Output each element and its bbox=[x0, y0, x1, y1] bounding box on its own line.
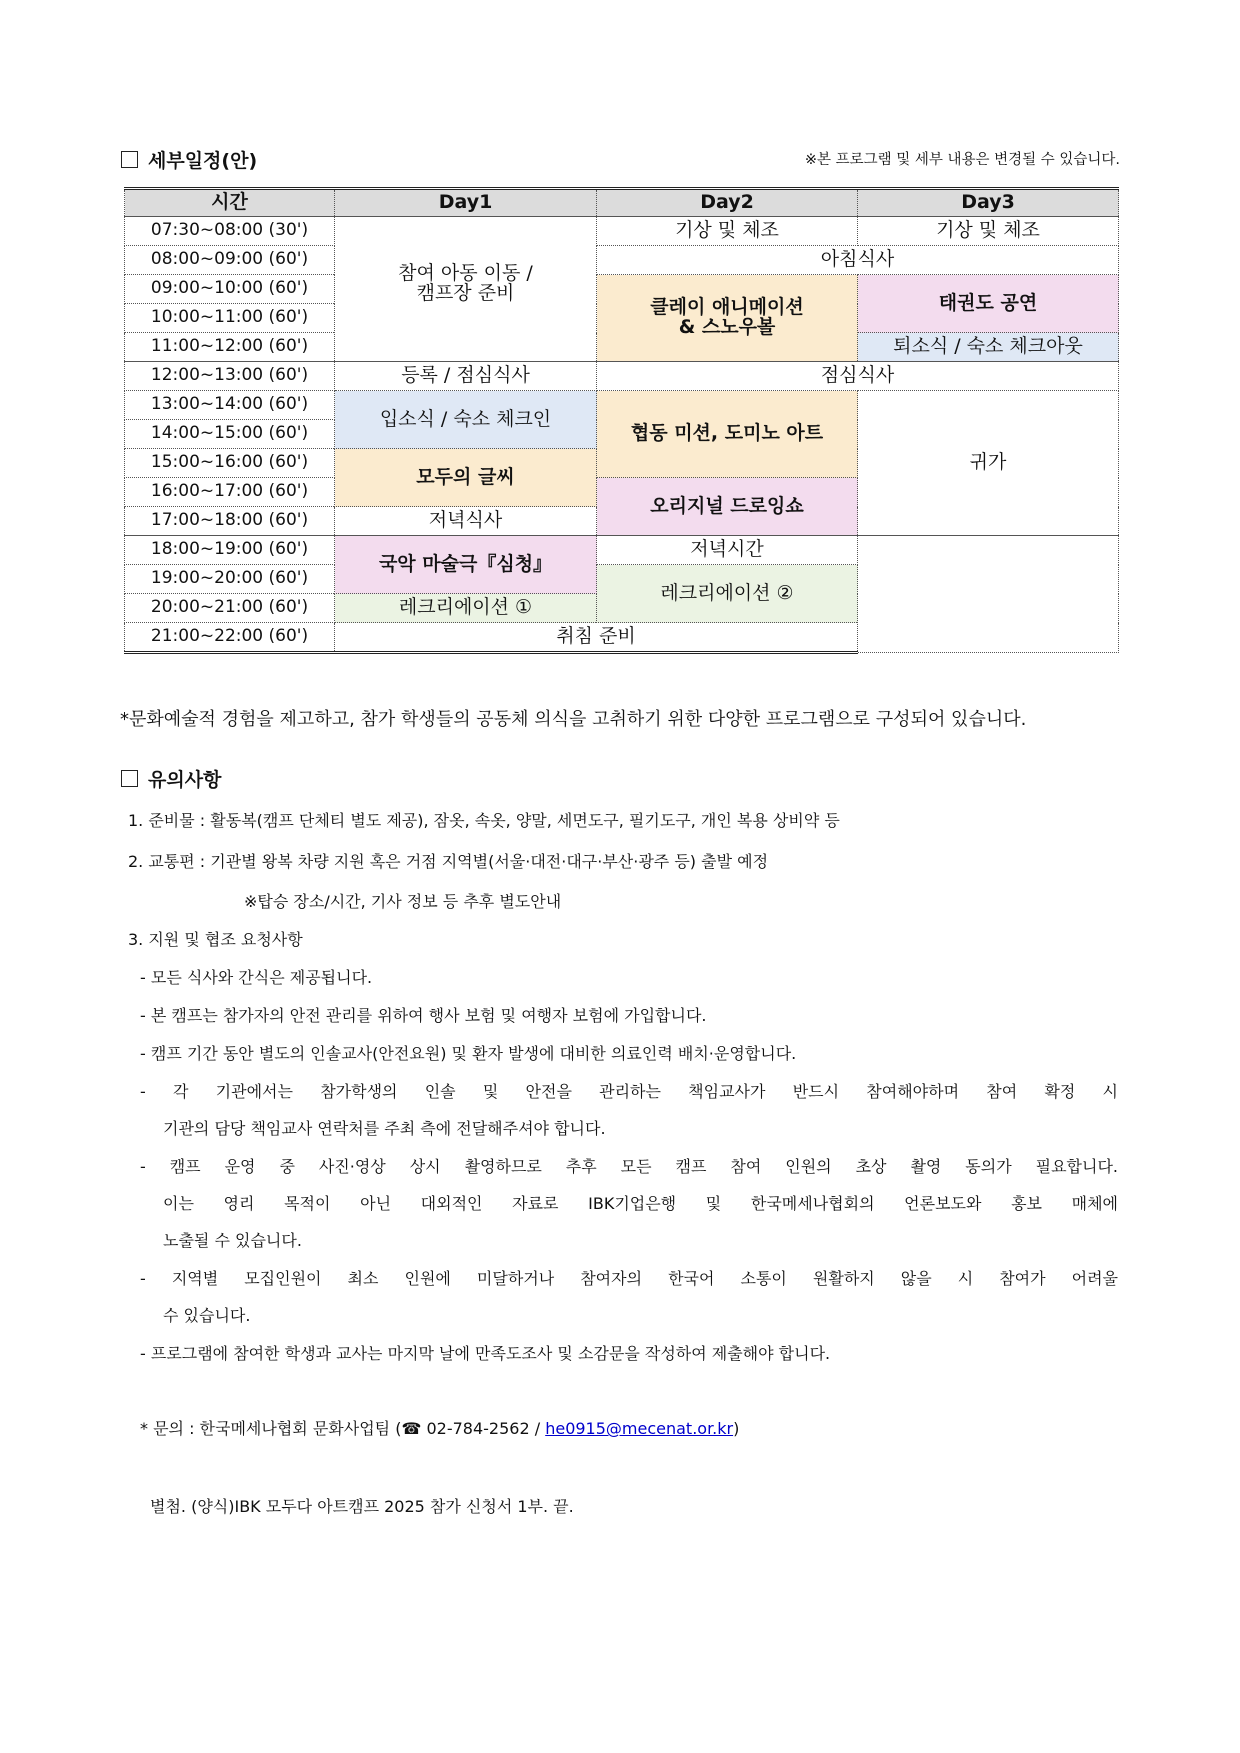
time-cell: 17:00~18:00 (60') bbox=[125, 507, 335, 536]
day2-clay-cell bbox=[597, 275, 858, 362]
time-cell: 20:00~21:00 (60') bbox=[125, 594, 335, 623]
schedule-table bbox=[124, 187, 1119, 654]
table-row bbox=[125, 391, 1119, 420]
time-cell: 13:00~14:00 (60') bbox=[125, 391, 335, 420]
day2-clay-line2: & 스노우볼 bbox=[678, 316, 776, 338]
day2-wakeup-cell: 기상 및 체조 bbox=[597, 217, 858, 246]
time-cell: 10:00~11:00 (60') bbox=[125, 304, 335, 333]
attachment-line: 별첨. (양식)IBK 모두다 아트캠프 2025 참가 신청서 1부. 끝. bbox=[150, 1497, 574, 1516]
note-bullet-region-line2: 수 있습니다. bbox=[163, 1306, 251, 1325]
note-bullet-photo-line2: 이는 영리 목적이 아닌 대외적인 자료로 IBK기업은행 및 한국메세나협회의 언론보도와 홍보 매체에 bbox=[163, 1194, 1118, 1213]
change-notice: ※본 프로그램 및 세부 내용은 변경될 수 있습니다. bbox=[804, 152, 1120, 168]
contact-email-link[interactable]: he0915@mecenat.or.kr bbox=[545, 1419, 734, 1438]
note-bullet-teacher-line2: 기관의 담당 책임교사 연락처를 주최 측에 전달해주셔야 합니다. bbox=[163, 1119, 606, 1138]
day1-rec1-cell: 레크리에이션 ① bbox=[335, 594, 597, 623]
note-bullet-meals: - 모든 식사와 간식은 제공됩니다. bbox=[140, 968, 373, 987]
time-cell: 16:00~17:00 (60') bbox=[125, 478, 335, 507]
time-cell: 07:30~08:00 (30') bbox=[125, 217, 335, 246]
day2-mission-cell: 협동 미션, 도미노 아트 bbox=[597, 391, 858, 478]
breakfast-cell: 아침식사 bbox=[597, 246, 1119, 275]
day2-dinner-cell: 저녁시간 bbox=[597, 536, 858, 565]
time-cell: 15:00~16:00 (60') bbox=[125, 449, 335, 478]
day1-gugak-cell: 국악 마술극『심청』 bbox=[335, 536, 597, 594]
table-row bbox=[125, 246, 1119, 275]
note-bullet-survey: - 프로그램에 참여한 학생과 교사는 마지막 날에 만족도조사 및 소감문을 작성하여 제출해야 합니다. bbox=[140, 1344, 831, 1363]
section-schedule-title: 세부일정(안) bbox=[148, 150, 258, 172]
day2-rec2-cell: 레크리에이션 ② bbox=[597, 565, 858, 623]
contact-prefix: * 문의 : 한국메세나협회 문화사업팀 (☎ 02-784-2562 / bbox=[140, 1419, 546, 1438]
section-notes-title: 유의사항 bbox=[148, 769, 222, 791]
note-bullet-teacher-line1: - 각 기관에서는 참가학생의 인솔 및 안전을 관리하는 책임교사가 반드시 참여해야하며 참여 확정 시 bbox=[140, 1082, 1118, 1101]
note-item-transport-detail: ※탑승 장소/시간, 기사 정보 등 추후 별도안내 bbox=[244, 892, 562, 911]
header-day2: Day2 bbox=[597, 189, 858, 217]
note-item-supplies: 1. 준비물 : 활동복(캠프 단체티 별도 제공), 잠옷, 속옷, 양말, 세면도구, 필기도구, 개인 복용 상비약 등 bbox=[128, 811, 840, 830]
note-bullet-insurance: - 본 캠프는 참가자의 안전 관리를 위하여 행사 보험 및 여행자 보험에 가입합니다. bbox=[140, 1006, 707, 1025]
day1-arrival-cell bbox=[335, 217, 597, 362]
schedule-footnote: *문화예술적 경험을 제고하고, 참가 학생들의 공동체 의식을 고취하기 위한 다양한 프로그램으로 구성되어 있습니다. bbox=[120, 709, 1027, 730]
day1-calligraphy-cell: 모두의 글씨 bbox=[335, 449, 597, 507]
section-schedule-heading bbox=[121, 146, 257, 173]
table-row bbox=[125, 275, 1119, 304]
day3-closing-cell: 퇴소식 / 숙소 체크아웃 bbox=[858, 333, 1119, 362]
day2-clay-line1: 클레이 애니메이션 bbox=[650, 296, 804, 319]
day1-opening-cell: 입소식 / 숙소 체크인 bbox=[335, 391, 597, 449]
day1-register-lunch-cell: 등록 / 점심식사 bbox=[335, 362, 597, 391]
header-time: 시간 bbox=[125, 189, 335, 217]
contact-line bbox=[140, 1416, 739, 1439]
table-row bbox=[125, 536, 1119, 565]
table-row bbox=[125, 362, 1119, 391]
header-day1: Day1 bbox=[335, 189, 597, 217]
time-cell: 19:00~20:00 (60') bbox=[125, 565, 335, 594]
note-bullet-staff: - 캠프 기간 동안 별도의 인솔교사(안전요원) 및 환자 발생에 대비한 의료인력 배치·운영합니다. bbox=[140, 1044, 797, 1063]
time-cell: 14:00~15:00 (60') bbox=[125, 420, 335, 449]
day2-drawing-cell: 오리지널 드로잉쇼 bbox=[597, 478, 858, 536]
lunch-cell: 점심식사 bbox=[597, 362, 1119, 391]
day1-arrival-line1: 참여 아동 이동 / bbox=[398, 262, 533, 285]
contact-suffix: ) bbox=[733, 1419, 740, 1438]
time-cell: 12:00~13:00 (60') bbox=[125, 362, 335, 391]
day3-return-cell: 귀가 bbox=[858, 391, 1119, 536]
day3-wakeup-cell: 기상 및 체조 bbox=[858, 217, 1119, 246]
checkbox-square-icon bbox=[121, 151, 138, 168]
time-cell: 18:00~19:00 (60') bbox=[125, 536, 335, 565]
note-item-transport: 2. 교통편 : 기관별 왕복 차량 지원 혹은 거점 지역별(서울·대전·대구·부산·광주 등) 출발 예정 bbox=[128, 852, 769, 871]
note-bullet-photo-line1: - 캠프 운영 중 사진·영상 상시 촬영하므로 추후 모든 캠프 참여 인원의 초상 촬영 동의가 필요합니다. bbox=[140, 1157, 1118, 1176]
time-cell: 21:00~22:00 (60') bbox=[125, 623, 335, 653]
bedtime-cell: 취침 준비 bbox=[335, 623, 858, 653]
checkbox-square-icon bbox=[121, 770, 138, 787]
note-bullet-region-line1: - 지역별 모집인원이 최소 인원에 미달하거나 참여자의 한국어 소통이 원활하지 않을 시 참여가 어려울 bbox=[140, 1269, 1118, 1288]
table-row bbox=[125, 217, 1119, 246]
day3-empty-cell bbox=[858, 536, 1119, 653]
day1-arrival-line2: 캠프장 준비 bbox=[416, 282, 515, 304]
note-bullet-photo-line3: 노출될 수 있습니다. bbox=[163, 1231, 302, 1250]
time-cell: 09:00~10:00 (60') bbox=[125, 275, 335, 304]
note-item-support: 3. 지원 및 협조 요청사항 bbox=[128, 930, 303, 949]
header-day3: Day3 bbox=[858, 189, 1119, 217]
day3-taekwondo-cell: 태권도 공연 bbox=[858, 275, 1119, 333]
section-notes-heading bbox=[121, 765, 221, 792]
day1-dinner-cell: 저녁식사 bbox=[335, 507, 597, 536]
time-cell: 08:00~09:00 (60') bbox=[125, 246, 335, 275]
table-header-row bbox=[125, 189, 1119, 217]
time-cell: 11:00~12:00 (60') bbox=[125, 333, 335, 362]
